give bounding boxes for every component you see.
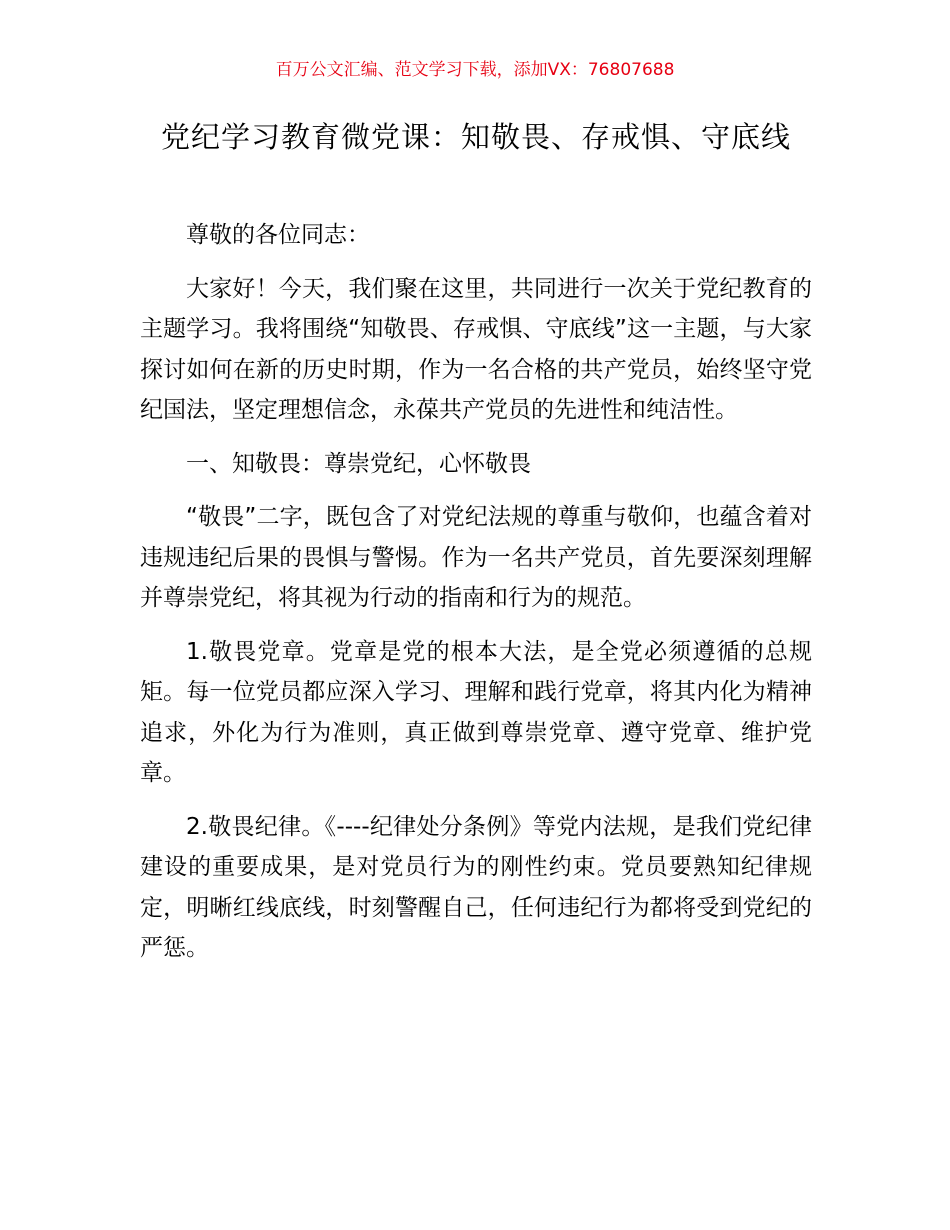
body-paragraph: 2.敬畏纪律。《----纪律处分条例》等党内法规，是我们党纪律建设的重要成果，是对党员行为的刚性约束。党员要熟知纪律规定，明晰红线底线，时刻警醒自己，任何违纪行为都将受到党纪的严惩。	[140, 813, 812, 961]
body-paragraph: 1.敬畏党章。党章是党的根本大法，是全党必须遵循的总规矩。每一位党员都应深入学习、理解和践行党章，将其内化为精神追求，外化为行为准则，真正做到尊崇党章、遵守党章、维护党章。	[140, 638, 812, 786]
document-title: 党纪学习教育微党课：知敬畏、存戒惧、守底线	[160, 120, 791, 154]
body-paragraph: “敬畏”二字，既包含了对党纪法规的尊重与敬仰，也蕴含着对违规违纪后果的畏惧与警惕。作为一名共产党员，首先要深刻理解并尊崇党纪，将其视为行动的指南和行为的规范。	[140, 504, 812, 611]
promo-banner: 百万公文汇编、范文学习下载，添加VX：76807688	[275, 60, 675, 80]
section-heading: 一、知敬畏：尊崇党纪，心怀敬畏	[186, 450, 531, 477]
salutation-paragraph: 尊敬的各位同志：	[186, 222, 370, 248]
document-body	[140, 215, 812, 969]
intro-paragraph: 大家好！今天，我们聚在这里，共同进行一次关于党纪教育的主题学习。我将围绕“知敬畏、存戒惧、守底线”这一主题，与大家探讨如何在新的历史时期，作为一名合格的共产党员，始终坚守党纪国法，坚定理想信念，永葆共产党员的先进性和纯洁性。	[140, 275, 812, 423]
